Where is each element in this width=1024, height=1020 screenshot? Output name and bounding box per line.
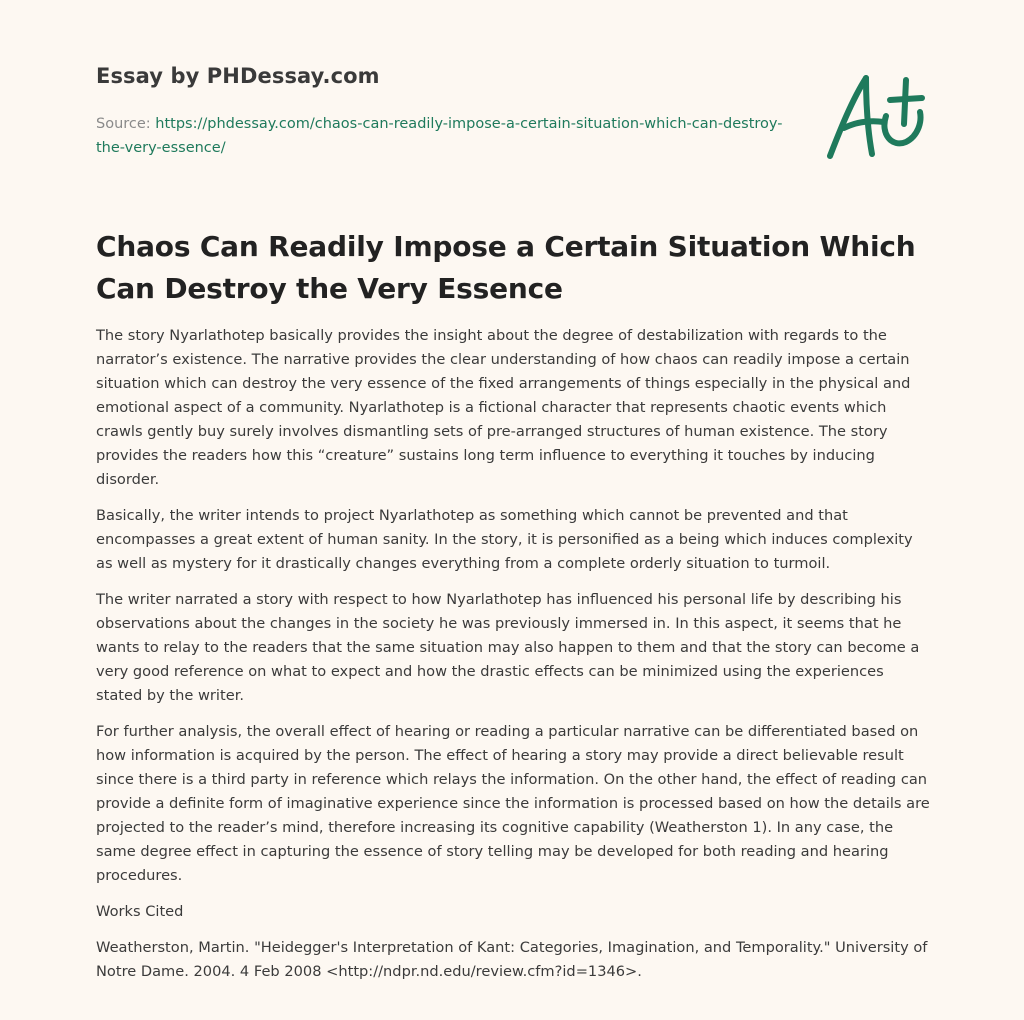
source-label: Source: — [96, 116, 156, 132]
a-plus-grade-logo-icon — [822, 70, 932, 166]
paragraph: The story Nyarlathotep basically provides the insight about the degree of destabilization with regards to the narrator’s existence. The narrative provides the clear understanding of how chaos can readily impose a certain situation which can destroy the very essence of the fixed arrangements of things especially in the physical and emotional aspect of a community. Nyarlathotep is a fictional character that represents chaotic events which crawls gently buy surely involves dismantling sets of pre-arranged structures of human existence. The story provides the readers how this “creature” sustains long term influence to everything it touches by inducing disorder. — [96, 327, 911, 488]
essay-body — [96, 324, 930, 996]
source-link[interactable]: https://phdessay.com/chaos-can-readily-impose-a-certain-situation-which-can-destroy-the-very-essence/ — [96, 116, 783, 156]
page-title: Chaos Can Readily Impose a Certain Situation Which Can Destroy the Very Essence — [96, 230, 916, 305]
citation: Weatherston, Martin. "Heidegger's Interpretation of Kant: Categories, Imagination, and Temporality." University of Notre Dame. 2004. 4 Feb 2008 <http://ndpr.nd.edu/review.cfm?id=1346>. — [96, 939, 928, 980]
works-cited-heading: Works Cited — [96, 903, 184, 920]
paragraph: For further analysis, the overall effect of hearing or reading a particular narrative can be differentiated based on how information is acquired by the person. The effect of hearing a story may provide a direct believable result since there is a third party in reference which relays the information. On the other hand, the effect of reading can provide a definite form of imaginative experience since the information is processed based on how the details are projected to the reader’s mind, therefore increasing its cognitive capability (Weatherston 1). In any case, the same degree effect in capturing the essence of story telling may be developed for both reading and hearing procedures. — [96, 723, 930, 884]
paragraph: The writer narrated a story with respect to how Nyarlathotep has influenced his personal life by describing his observations about the changes in the society he was previously immersed in. In this aspect, it seems that he wants to relay to the readers that the same situation may also happen to them and that the story can become a very good reference on what to expect and how the drastic effects can be minimized using the experiences stated by the writer. — [96, 591, 920, 704]
paragraph: Basically, the writer intends to project Nyarlathotep as something which cannot be prevented and that encompasses a great extent of human sanity. In the story, it is personified as a being which induces complexity as well as mystery for it drastically changes everything from a complete orderly situation to turmoil. — [96, 507, 913, 572]
source-line — [96, 112, 796, 160]
site-brand: Essay by PHDessay.com — [96, 64, 380, 88]
